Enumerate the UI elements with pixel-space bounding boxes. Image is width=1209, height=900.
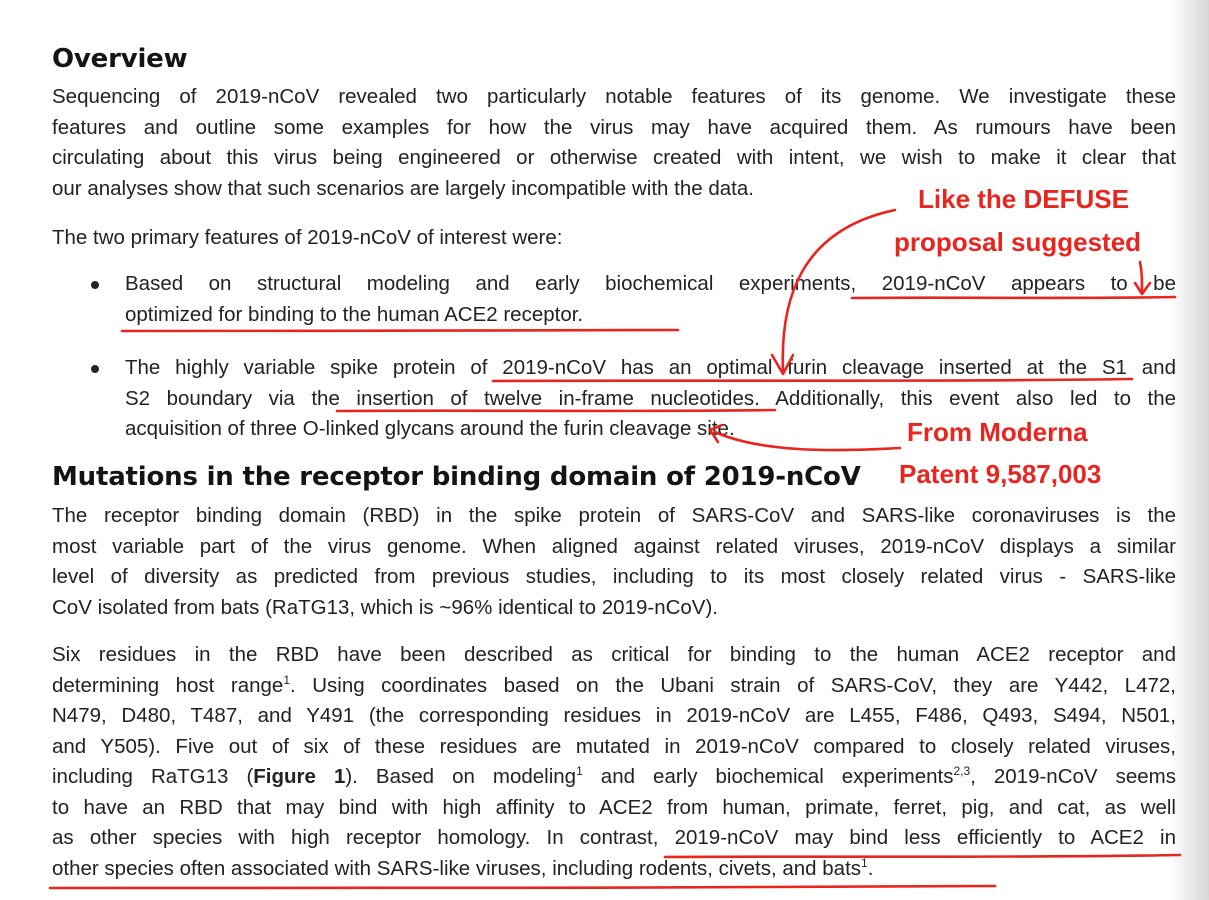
text-line: N479, D480, T487, and Y491 (the corresponding residues in 2019-nCoV are L455, F486, Q493, S494, N501, (52, 704, 1176, 727)
citation-marker: 1 (861, 855, 868, 870)
text-run: including RaTG13 ( (52, 765, 254, 788)
text-line: The receptor binding domain (RBD) in the spike protein of SARS-CoV and SARS-like coronaviruses is the (52, 504, 1176, 527)
text-line: and Y505). Five out of six of these residues are mutated in 2019-nCoV compared to closely related viruses, (52, 734, 1176, 758)
citation-marker: 1 (576, 764, 583, 779)
text-line: Based on structural modeling and early biochemical experiments, 2019-nCoV appears to be (125, 272, 1176, 295)
text-line: circulating about this virus being engineered or otherwise created with intent, we wish to make it clear that (52, 146, 1176, 169)
text-line: Sequencing of 2019-nCoV revealed two particularly notable features of its genome. We investigate these (52, 85, 1176, 108)
text-line: S2 boundary via the insertion of twelve in-frame nucleotides. Additionally, this event also led to the (125, 386, 1176, 410)
underline-ace2-receptor (122, 330, 678, 331)
text-line: acquisition of three O-linked glycans around the furin cleavage site. (125, 417, 735, 440)
rbd-paragraph (52, 501, 1176, 623)
text-run: and early biochemical experiments (582, 765, 954, 788)
bullet-item-ace2 (125, 269, 1176, 330)
mutations-heading: Mutations in the receptor binding domain of 2019-nCoV (52, 462, 861, 492)
annotation-defuse-line1: Like the DEFUSE (918, 184, 1129, 214)
text-line: Six residues in the RBD have been described as critical for binding to the human ACE2 receptor and (52, 643, 1176, 666)
underline-other-species (50, 886, 995, 888)
text-line: as other species with high receptor homology. In contrast, 2019-nCoV may bind less efficiently to ACE2 in (52, 826, 1176, 849)
figure-reference: Figure 1 (253, 765, 346, 788)
text-line: most variable part of the virus genome. When aligned against related viruses, 2019-nCoV displays a similar (52, 534, 1176, 558)
page-edge-shadow (1171, 0, 1209, 900)
text-run: ). Based on modeling (345, 765, 577, 788)
overview-heading: Overview (52, 44, 188, 74)
text-run: . (867, 856, 874, 880)
residues-paragraph (52, 640, 1176, 884)
bullet-dot (91, 281, 99, 289)
annotation-defuse-line2: proposal suggested (894, 227, 1142, 257)
citation-marker: 2,3 (953, 764, 971, 779)
text-line: our analyses show that such scenarios are largely incompatible with the data. (52, 176, 754, 200)
text-run: . Using coordinates based on the Ubani strain of SARS-CoV, they are Y442, L472, (290, 673, 1176, 697)
text-line (52, 854, 1176, 885)
text-line (52, 762, 1176, 793)
text-line: CoV isolated from bats (RaTG13, which is ~96% identical to 2019-nCoV). (52, 595, 718, 619)
text-run: determining host range (52, 673, 284, 697)
text-line: optimized for binding to the human ACE2 receptor. (125, 302, 584, 326)
text-line: The highly variable spike protein of 2019-nCoV has an optimal furin cleavage inserted at the S1 and (125, 356, 1176, 379)
text-run: , 2019-nCoV seems (970, 765, 1176, 788)
text-line: features and outline some examples for how the virus may have acquired them. As rumours have been (52, 115, 1176, 139)
annotation-moderna-line2: Patent 9,587,003 (899, 459, 1102, 489)
bullet-dot (91, 365, 99, 373)
text-line: The two primary features of 2019-nCoV of interest were: (52, 226, 563, 249)
text-run: other species often associated with SARS-like viruses, including rodents, civets, and bats (52, 856, 862, 880)
citation-marker: 1 (283, 672, 291, 687)
annotation-moderna-line1: From Moderna (907, 417, 1088, 447)
text-line: to have an RBD that may bind with high affinity to ACE2 from human, primate, ferret, pig, and cat, as well (52, 795, 1176, 819)
text-line (52, 671, 1176, 702)
text-line: level of diversity as predicted from previous studies, including to its most closely related virus - SARS-like (52, 565, 1176, 588)
